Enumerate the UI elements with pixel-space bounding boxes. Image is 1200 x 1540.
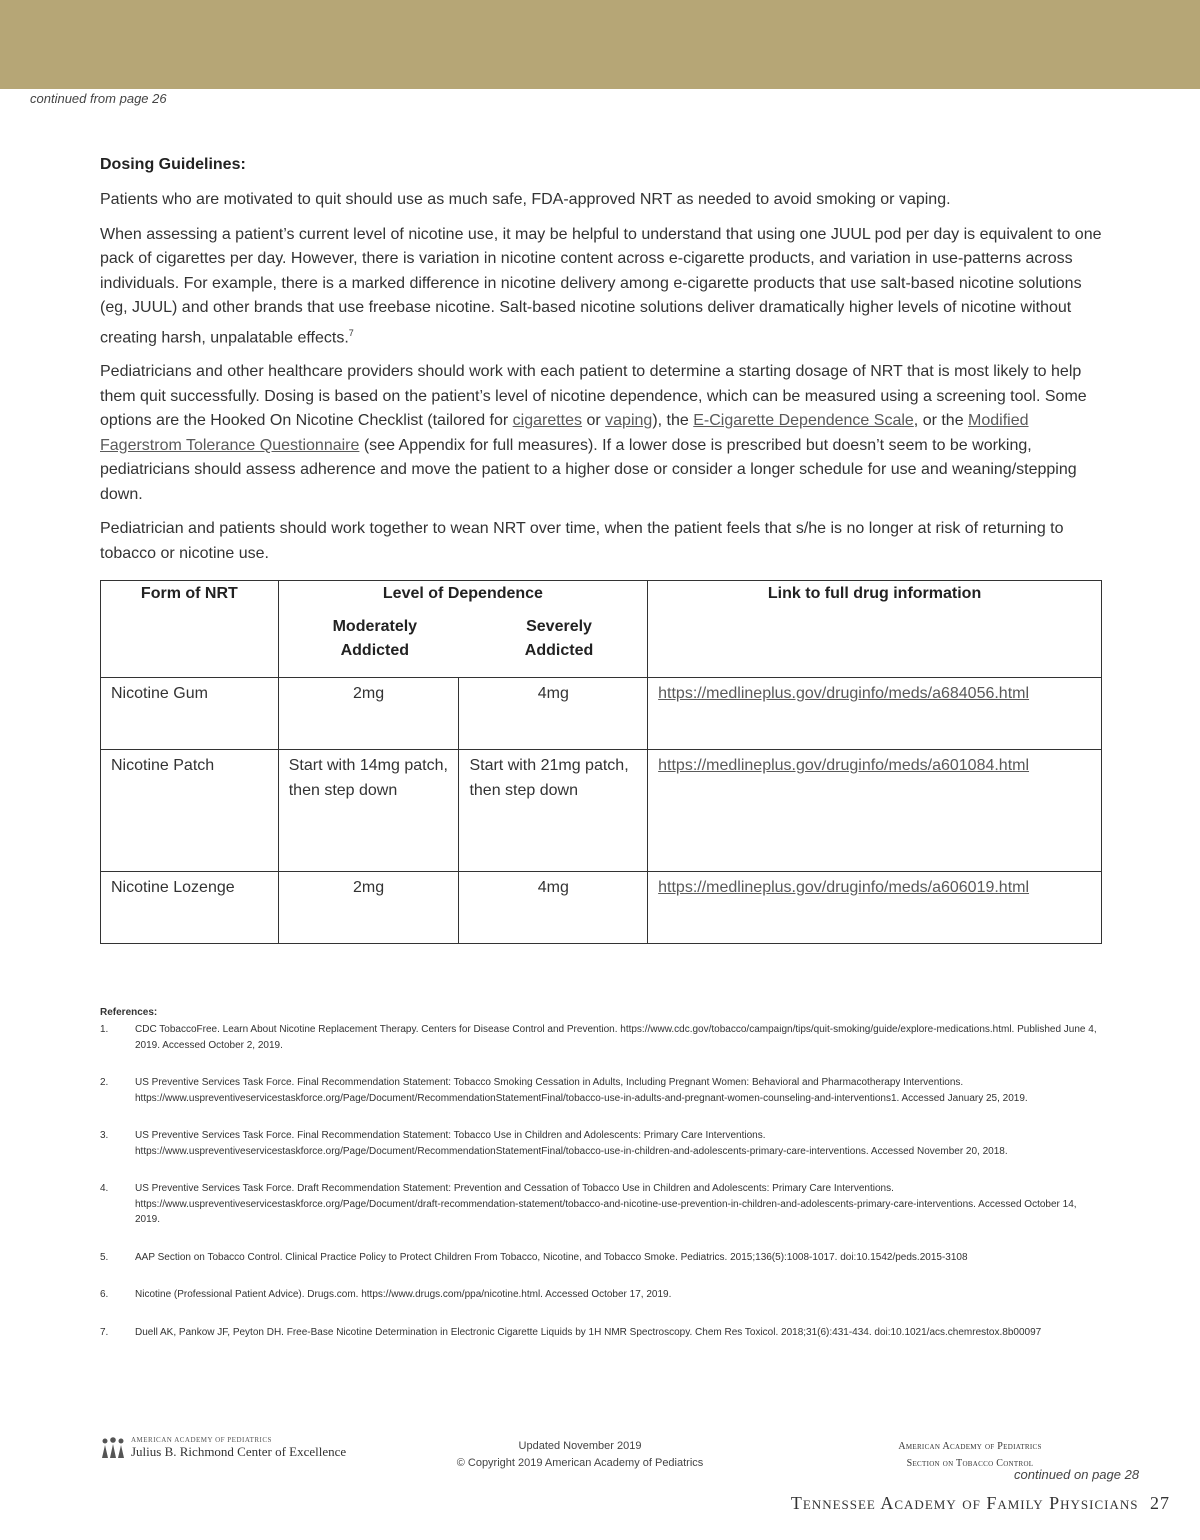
publication-footer bbox=[791, 1493, 1170, 1514]
reference-text: CDC TobaccoFree. Learn About Nicotine Replacement Therapy. Centers for Disease Control and Prevention. https://www.cdc.gov/tobacco/campaign/tips/quit-smoking/guide/explore-medications.html. Published June 4, 2019. Accessed October 2, 2019. bbox=[135, 1024, 1097, 1051]
section-heading: Dosing Guidelines: bbox=[100, 156, 246, 173]
updated-date: Updated November 2019 bbox=[518, 1440, 642, 1452]
cell-severe: 4mg bbox=[459, 872, 648, 944]
reference-item bbox=[100, 1022, 1100, 1053]
family-figures-icon bbox=[100, 1437, 126, 1459]
paragraph-3-or: or bbox=[582, 412, 606, 430]
reference-number: 3. bbox=[100, 1130, 109, 1141]
drug-info-link[interactable]: https://medlineplus.gov/druginfo/meds/a684056.html bbox=[658, 685, 1030, 702]
header-moderately-addicted: Moderately Addicted bbox=[332, 618, 418, 659]
reference-item bbox=[100, 1250, 1100, 1266]
main-content bbox=[100, 156, 1102, 576]
fagerstrom-questionnaire-link[interactable]: Modified Fagerstrom Tolerance Questionnaire bbox=[100, 412, 1029, 454]
footer-center bbox=[430, 1438, 730, 1472]
reference-item bbox=[100, 1287, 1100, 1303]
cell-moderate: Start with 14mg patch, then step down bbox=[278, 750, 459, 872]
continued-from-note: continued from page 26 bbox=[30, 91, 167, 106]
reference-number: 4. bbox=[100, 1183, 109, 1194]
paragraph-3-text-d: (see Appendix for full measures). If a lower dose is prescribed but doesn’t seem to be working, pediatricians should assess adherence and move the patient to a higher dose or consider a longer schedule for use and weaning/stepping down. bbox=[100, 436, 1077, 503]
logo-center-name: Julius B. Richmond Center of Excellence bbox=[131, 1444, 347, 1459]
table-row bbox=[101, 872, 1102, 944]
vaping-link[interactable]: vaping bbox=[605, 412, 653, 430]
nrt-dosing-table bbox=[100, 580, 1102, 944]
ecig-dependence-scale-link[interactable]: E-Cigarette Dependence Scale bbox=[693, 412, 914, 430]
reference-text: US Preventive Services Task Force. Final Recommendation Statement: Tobacco Use in Children and Adolescents: Primary Care Interventions. https://www.uspreventiveservicestaskforce.org/Page/Document/RecommendationStatementFinal/tobacco-use-in-children-and-adolescents-primary-care-interventions. Accessed November 20, 2018. bbox=[135, 1130, 1008, 1157]
paragraph-2 bbox=[100, 223, 1102, 351]
drug-info-link[interactable]: https://medlineplus.gov/druginfo/meds/a606019.html bbox=[658, 879, 1030, 896]
cell-link bbox=[648, 678, 1102, 750]
reference-number: 6. bbox=[100, 1289, 109, 1300]
reference-text: US Preventive Services Task Force. Draft Recommendation Statement: Prevention and Cessation of Tobacco Use in Children and Adolescents: Primary Care Interventions. https://www.uspreventiveservicestaskforce.org/Page/Document/draft-recommendation-statement/tobacco-and-nicotine-use-prevention-in-children-and-adolescents-primary-care-interventions. Accessed October 14, 2019. bbox=[135, 1183, 1077, 1225]
reference-item bbox=[100, 1325, 1100, 1341]
paragraph-3-text-c: , or the bbox=[913, 412, 969, 430]
reference-number: 2. bbox=[100, 1077, 109, 1088]
paragraph-3-text-a: Pediatricians and other healthcare providers should work with each patient to determine a starting dosage of NRT that is most likely to help them quit successfully. Dosing is based on the patient’s level of nicotine dependence, which can be measured using a screening tool. Some options are the Hooked On Nicotine Checklist (tailored for bbox=[100, 363, 1087, 430]
paragraph-1: Patients who are motivated to quit should use as much safe, FDA-approved NRT as needed to avoid smoking or vaping. bbox=[100, 191, 951, 208]
references-title: References: bbox=[100, 1007, 158, 1018]
header-form-of-nrt: Form of NRT bbox=[101, 581, 279, 678]
header-level-of-dependence bbox=[278, 581, 647, 678]
continued-on-note: continued on page 28 bbox=[1014, 1467, 1140, 1482]
table-header-row bbox=[101, 581, 1102, 678]
cell-link bbox=[648, 872, 1102, 944]
reference-text: US Preventive Services Task Force. Final Recommendation Statement: Tobacco Smoking Cessation in Adults, Including Pregnant Women: Behavioral and Pharmacotherapy Interventions. https://www.uspreventiveservicestaskforce.org/Page/Document/RecommendationStatementFinal/tobacco-use-in-adults-and-pregnant-women-counseling-and-interventions1. Accessed January 25, 2019. bbox=[135, 1077, 1028, 1104]
publication-name: Tennessee Academy of Family Physicians bbox=[790, 1493, 1139, 1513]
reference-text: AAP Section on Tobacco Control. Clinical Practice Policy to Protect Children From Tobacco, Nicotine, and Tobacco Smoke. Pediatrics. 2015;136(5):1008-1017. doi:10.1542/peds.2015-3108 bbox=[135, 1251, 968, 1263]
header-bar bbox=[0, 0, 1200, 89]
cell-link bbox=[648, 750, 1102, 872]
paragraph-2-text: When assessing a patient’s current level of nicotine use, it may be helpful to understand that using one JUUL pod per day is equivalent to one pack of cigarettes per day. However, there is variation in nicotine content across e-cigarette products, and variation in use-patterns across individuals. For example, there is a marked difference in nicotine delivery among e-cigarette products that use salt-based nicotine solutions (eg, JUUL) and other brands that use freebase nicotine. Salt-based nicotine solutions deliver dramatically higher levels of nicotine without creating harsh, unpalatable effects. bbox=[100, 225, 1102, 346]
header-severely-addicted: Severely Addicted bbox=[524, 618, 594, 659]
cell-form: Nicotine Gum bbox=[101, 678, 279, 750]
reference-item bbox=[100, 1181, 1100, 1228]
table-row bbox=[101, 678, 1102, 750]
header-drug-info-link: Link to full drug information bbox=[648, 581, 1102, 678]
reference-item bbox=[100, 1075, 1100, 1106]
drug-info-link[interactable]: https://medlineplus.gov/druginfo/meds/a601084.html bbox=[658, 757, 1030, 774]
page-number: 27 bbox=[1150, 1493, 1170, 1513]
cell-severe: 4mg bbox=[459, 678, 648, 750]
cell-moderate: 2mg bbox=[278, 872, 459, 944]
paragraph-3-text-b: ), the bbox=[652, 412, 694, 430]
cell-severe: Start with 21mg patch, then step down bbox=[459, 750, 648, 872]
logo-org-name: AMERICAN ACADEMY OF PEDIATRICS bbox=[131, 1436, 272, 1444]
cell-form: Nicotine Lozenge bbox=[101, 872, 279, 944]
reference-text: Duell AK, Pankow JF, Peyton DH. Free-Base Nicotine Determination in Electronic Cigarette Liquids by 1H NMR Spectroscopy. Chem Res Toxicol. 2018;31(6):431-434. doi:10.1021/acs.chemrestox.8b00097 bbox=[135, 1326, 1042, 1338]
richmond-center-logo bbox=[100, 1436, 346, 1460]
level-title: Level of Dependence bbox=[382, 585, 543, 602]
cell-moderate: 2mg bbox=[278, 678, 459, 750]
copyright: © Copyright 2019 American Academy of Pediatrics bbox=[456, 1457, 704, 1469]
table-row bbox=[101, 750, 1102, 872]
reference-number: 5. bbox=[100, 1251, 109, 1263]
reference-text: Nicotine (Professional Patient Advice). Drugs.com. https://www.drugs.com/ppa/nicotine.html. Accessed October 17, 2019. bbox=[135, 1289, 672, 1300]
citation-superscript: 7 bbox=[348, 327, 354, 338]
references-section bbox=[100, 1007, 1100, 1362]
cigarettes-link[interactable]: cigarettes bbox=[512, 412, 583, 430]
org-line-1: American Academy of Pediatrics bbox=[898, 1441, 1042, 1452]
paragraph-4: Pediatrician and patients should work together to wean NRT over time, when the patient feels that s/he is no longer at risk of returning to tobacco or nicotine use. bbox=[100, 520, 1064, 562]
reference-number: 1. bbox=[100, 1024, 109, 1035]
cell-form: Nicotine Patch bbox=[101, 750, 279, 872]
reference-item bbox=[100, 1128, 1100, 1159]
org-line-2: Section on Tobacco Control bbox=[906, 1458, 1034, 1469]
reference-number: 7. bbox=[100, 1326, 109, 1338]
paragraph-3 bbox=[100, 360, 1102, 507]
